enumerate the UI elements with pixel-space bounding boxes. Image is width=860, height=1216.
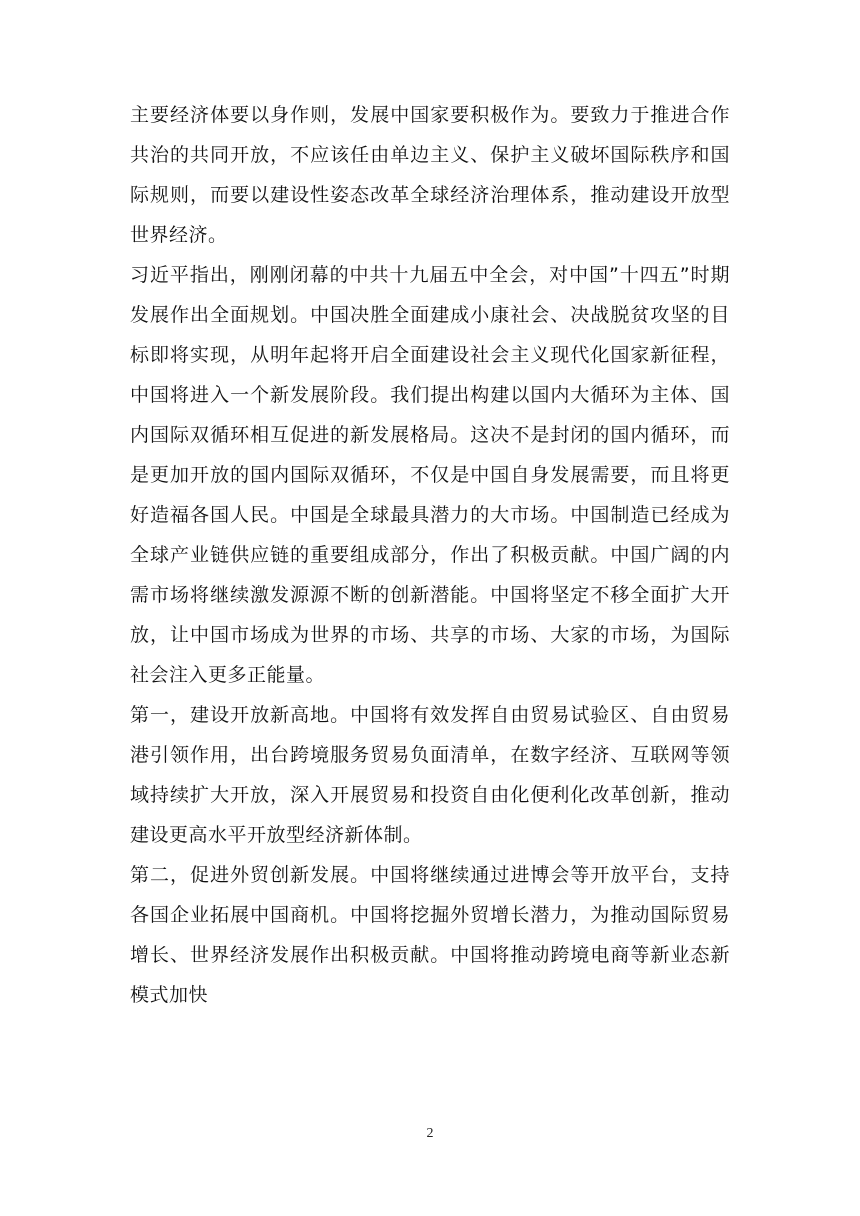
page-number: 2 — [426, 1126, 434, 1141]
paragraph-2: 习近平指出，刚刚闭幕的中共十九届五中全会，对中国”十四五”时期发展作出全面规划。中国决胜全面建成小康社会、决战脱贫攻坚的目标即将实现，从明年起将开启全面建设社会主义现代化国家新征程，中国将进入一个新发展阶段。我们提出构建以国内大循环为主体、国内国际双循环相互促进的新发展格局。这决不是封闭的国内循环，而是更加开放的国内国际双循环，不仅是中国自身发展需要，而且将更好造福各国人民。中国是全球最具潜力的大市场。中国制造已经成为全球产业链供应链的重要组成部分，作出了积极贡献。中国广阔的内需市场将继续激发源源不断的创新潜能。中国将坚定不移全面扩大开放，让中国市场成为世界的市场、共享的市场、大家的市场，为国际社会注入更多正能量。 — [130, 264, 730, 686]
body-text — [130, 95, 730, 1015]
paragraph-4: 第二，促进外贸创新发展。中国将继续通过进博会等开放平台，支持各国企业拓展中国商机。中国将挖掘外贸增长潜力，为推动国际贸易增长、世界经济发展作出积极贡献。中国将推动跨境电商等新业态新模式加快 — [130, 864, 730, 1006]
paragraph-3: 第一，建设开放新高地。中国将有效发挥自由贸易试验区、自由贸易港引领作用，出台跨境服务贸易负面清单，在数字经济、互联网等领域持续扩大开放，深入开展贸易和投资自由化便利化改革创新，推动建设更高水平开放型经济新体制。 — [130, 704, 730, 846]
paragraph-1: 主要经济体要以身作则，发展中国家要积极作为。要致力于推进合作共治的共同开放，不应该任由单边主义、保护主义破坏国际秩序和国际规则，而要以建设性姿态改革全球经济治理体系，推动建设开放型世界经济。 — [130, 104, 730, 246]
